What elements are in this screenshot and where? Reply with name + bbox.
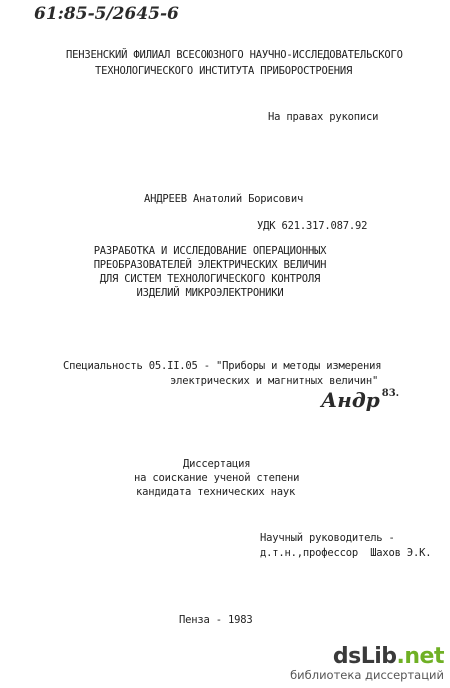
institution-line-1: ПЕНЗЕНСКИЙ ФИЛИАЛ ВСЕСОЮЗНОГО НАУЧНО-ИССЛЕДОВАТЕЛЬСКОГО	[66, 49, 403, 61]
title-line-4: ИЗДЕЛИЙ МИКРОЭЛЕКТРОНИКИ	[136, 287, 284, 299]
title-line-1: РАЗРАБОТКА И ИССЛЕДОВАНИЕ ОПЕРАЦИОННЫХ	[93, 245, 327, 257]
dslib-logo: dsLib.net	[332, 644, 444, 669]
supervisor-line-1: Научный руководитель -	[260, 532, 395, 544]
handwritten-signature: Андр $^{83.}$	[321, 388, 400, 412]
dslib-watermark	[290, 644, 444, 682]
specialty-line-1: Специальность 05.II.05 - "Приборы и методы измерения	[63, 360, 382, 372]
manuscript-note: На правах рукописи	[268, 111, 379, 123]
archive-number: 61:85-5/2645-6	[34, 4, 179, 24]
dissertation-line-3: кандидата технических наук	[136, 486, 296, 498]
specialty-line-2: электрических и магнитных величин"	[170, 375, 379, 387]
title-line-2: ПРЕОБРАЗОВАТЕЛЕЙ ЭЛЕКТРИЧЕСКИХ ВЕЛИЧИН	[93, 259, 327, 271]
supervisor-line-2: д.т.н.,профессор Шахов Э.К.	[260, 547, 432, 559]
dslib-tagline: библиотека диссертаций	[290, 668, 444, 682]
author-name: АНДРЕЕВ Анатолий Борисович	[144, 193, 304, 205]
institution-line-2: ТЕХНОЛОГИЧЕСКОГО ИНСТИТУТА ПРИБОРОСТРОЕНИЯ	[95, 65, 353, 77]
dissertation-line-2: на соискание ученой степени	[134, 472, 300, 484]
signature-year: 83.	[381, 388, 400, 399]
place-year: Пенза - 1983	[179, 614, 253, 626]
title-line-3: ДЛЯ СИСТЕМ ТЕХНОЛОГИЧЕСКОГО КОНТРОЛЯ	[99, 273, 321, 285]
udc-code: УДК 621.317.087.92	[257, 220, 368, 232]
dissertation-line-1: Диссертация	[183, 458, 251, 470]
